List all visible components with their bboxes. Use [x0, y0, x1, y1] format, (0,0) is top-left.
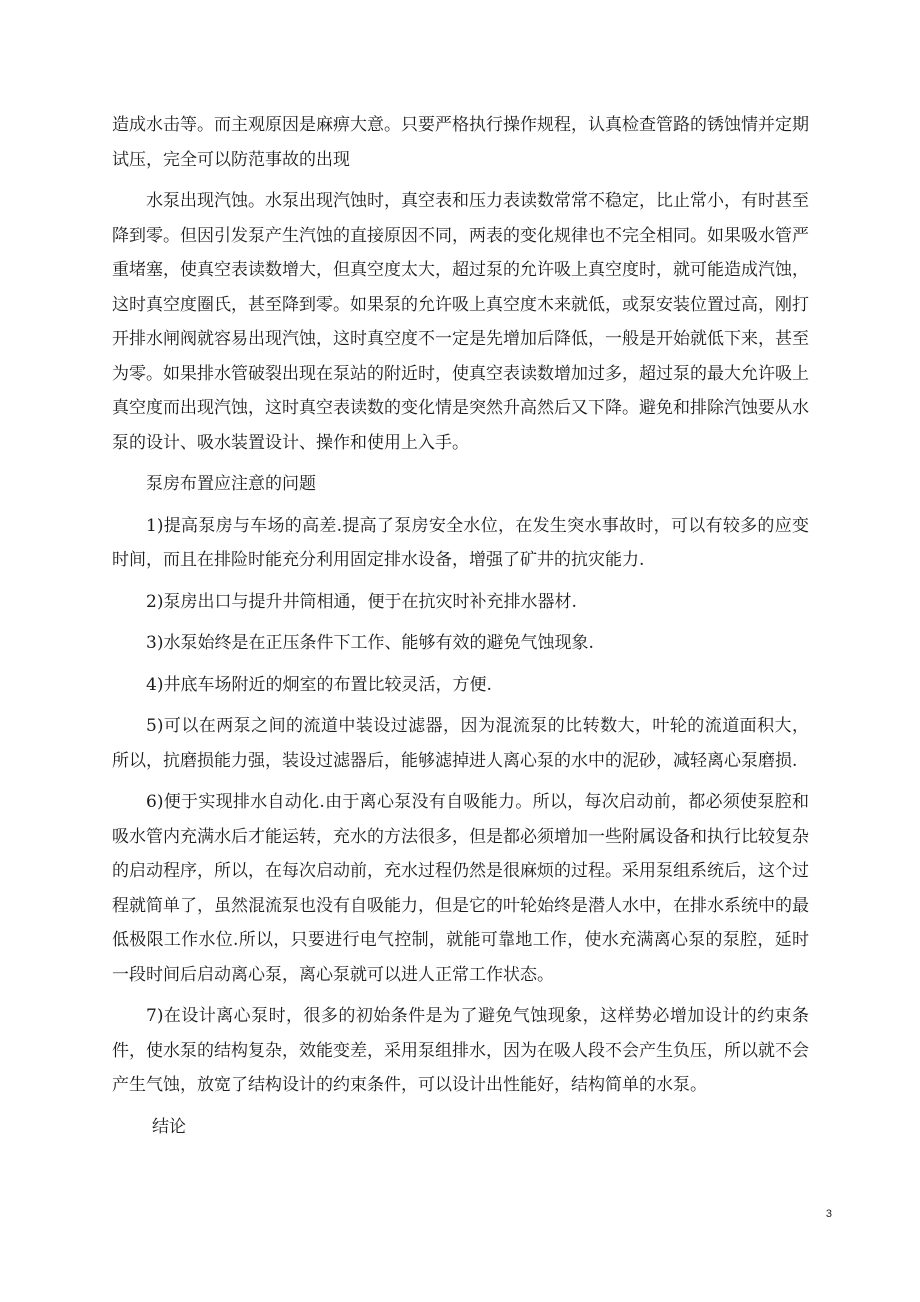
list-item-3: 3)水泵始终是在正压条件下工作、能够有效的避免气蚀现象.: [146, 633, 594, 653]
paragraph-continuation: 造成水击等。而主观原因是麻痹大意。只要严格执行操作规程，认真检查管路的锈蚀情并定期试压，完全可以防范事故的出现: [112, 115, 809, 170]
list-item-6: 6)便于实现排水自动化.由于离心泵没有自吸能力。所以，每次启动前，都必须使泵腔和吸水管内充满水后才能运转，充水的方法很多，但是都必须增加一些附属设备和执行比较复杂的启动程序，所以，在每次启动前，充水过程仍然是很麻烦的过程。采用泵组系统后，这个过程就简单了，虽然混流泵也没有自吸能力，但是它的叶轮始终是潜人水中，在排水系统中的最低极限工作水位.所以，只要进行电气控制，就能可靠地工作，使水充满离心泵的泵腔，延时一段时间后启动离心泵，离心泵就可以进人正常工作状态。: [112, 792, 809, 985]
paragraph-cavitation: 水泵出现汽蚀。水泵出现汽蚀时，真空表和压力表读数常常不稳定，比止常小，有时甚至降到零。但因引发泵产生汽蚀的直接原因不同，两表的变化规律也不完全相同。如果吸水管严重堵塞，使真空表读数增大，但真空度太大，超过泵的允许吸上真空度时，就可能造成汽蚀，这时真空度圈氏，甚至降到零。如果泵的允许吸上真空度木来就低，或泵安装位置过高，刚打开排水闸阀就容易出现汽蚀，这时真空度不一定是先增加后降低，一般是开始就低下来，甚至为零。如果排水管破裂出现在泵站的附近时，使真空表读数增加过多，超过泵的最大允许吸上真空度而出现汽蚀，这时真空表读数的变化情是突然升高然后又下降。避免和排除汽蚀要从水泵的设计、吸水装置设计、操作和使用上入手。: [112, 191, 809, 453]
list-item-7: 7)在设计离心泵时，很多的初始条件是为了避免气蚀现象，这样势必增加设计的约束条件，使水泵的结构复杂，效能变差，采用泵组排水，因为在吸人段不会产生负压，所以就不会产生气蚀，放宽了结构设计的约束条件，可以设计出性能好，结构简单的水泵。: [112, 1006, 809, 1095]
list-item-5: 5)可以在两泵之间的流道中装设过滤器，因为混流泵的比转数大，叶轮的流道面积大，所以，抗磨损能力强，装设过滤器后，能够滤掉进人离心泵的水中的泥砂，减轻离心泵磨损.: [112, 716, 809, 771]
section-heading-pump-room: 泵房布置应注意的问题: [146, 474, 316, 494]
section-heading-conclusion: 结论: [152, 1116, 186, 1137]
list-item-4: 4)井底车场附近的炯室的布置比较灵活，方便.: [146, 674, 492, 695]
list-item-1: 1)提高泵房与车场的高差.提高了泵房安全水位，在发生突水事故时，可以有较多的应变时间，而且在排险时能充分利用固定排水设备，增强了矿井的抗灾能力.: [112, 515, 809, 570]
document-body: [112, 108, 809, 1151]
list-item-2: 2)泵房出口与提升井筒相通，便于在抗灾时补充排水器材.: [146, 591, 577, 612]
page-number: 3: [825, 1208, 832, 1220]
